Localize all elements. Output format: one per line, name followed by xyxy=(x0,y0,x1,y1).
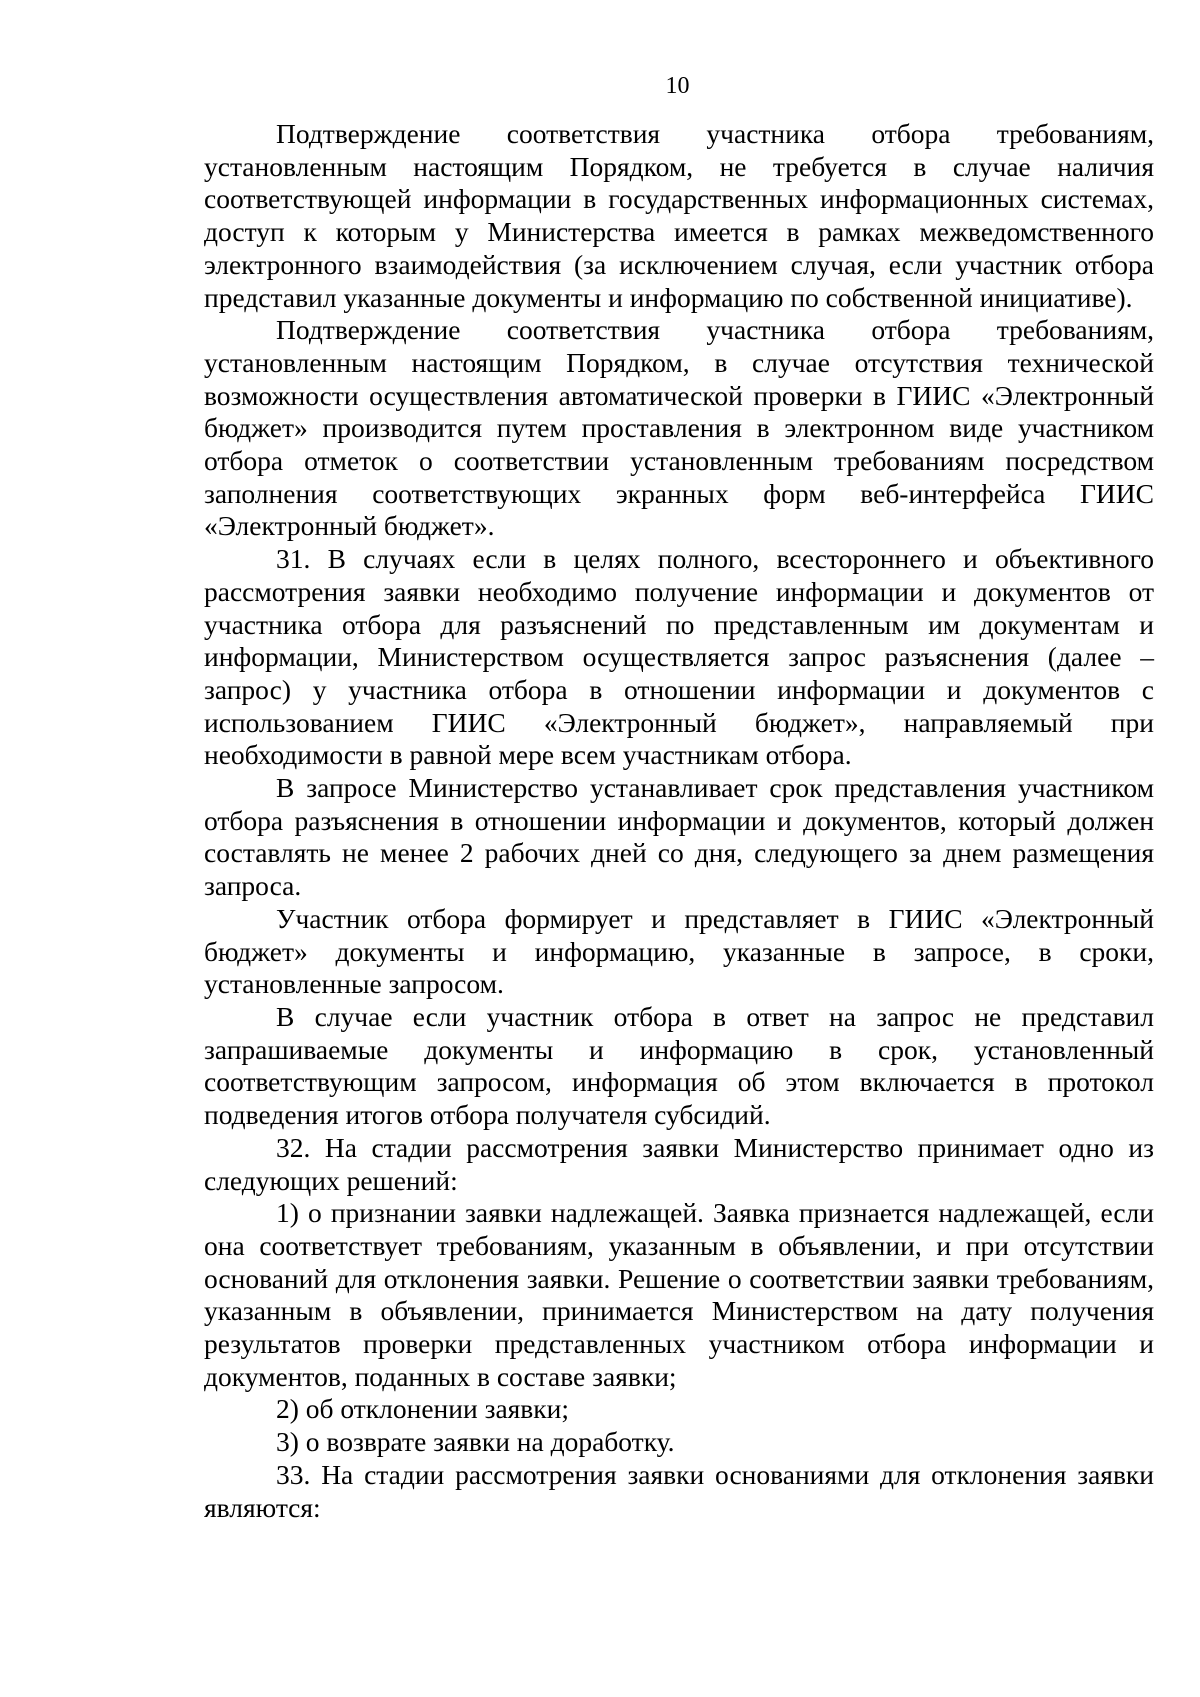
paragraph: 33. На стадии рассмотрения заявки основаниями для отклонения заявки являются: xyxy=(204,1458,1154,1523)
document-body xyxy=(204,118,1154,1524)
paragraph: 2) об отклонении заявки; xyxy=(276,1393,570,1425)
paragraph: В запросе Министерство устанавливает срок представления участником отбора разъяснения в отношении информации и документов, который должен составлять не менее 2 рабочих дней со дня, следующего за днем размещения запроса. xyxy=(204,772,1154,902)
paragraph: Подтверждение соответствия участника отбора требованиям, установленным настоящим Порядком, в случае отсутствия технической возможности осуществления автоматической проверки в ГИИС «Электронный бюджет» производится путем проставления в электронном виде участником отбора отметок о соответствии установленным требованиям посредством заполнения соответствующих экранных форм веб-интерфейса ГИИС «Электронный бюджет». xyxy=(204,314,1154,542)
paragraph: Участник отбора формирует и представляет в ГИИС «Электронный бюджет» документы и информацию, указанные в запросе, в сроки, установленные запросом. xyxy=(204,902,1154,1000)
paragraph: 32. На стадии рассмотрения заявки Министерство принимает одно из следующих решений: xyxy=(204,1131,1154,1196)
paragraph: Подтверждение соответствия участника отбора требованиям, установленным настоящим Порядком, не требуется в случае наличия соответствующей информации в государственных информационных системах, доступ к которым у Министерства имеется в рамках межведомственного электронного взаимодействия (за исключением случая, если участник отбора представил указанные документы и информацию по собственной инициативе). xyxy=(204,118,1154,313)
paragraph: 3) о возврате заявки на доработку. xyxy=(276,1426,675,1458)
paragraph: В случае если участник отбора в ответ на запрос не представил запрашиваемые документы и информацию в срок, установленный соответствующим запросом, информация об этом включается в протокол подведения итогов отбора получателя субсидий. xyxy=(204,1000,1154,1131)
paragraph: 1) о признании заявки надлежащей. Заявка признается надлежащей, если она соответствует требованиям, указанным в объявлении, и при отсутствии оснований для отклонения заявки. Решение о соответствии заявки требованиям, указанным в объявлении, принимается Министерством на дату получения результатов проверки представленных участником отбора информации и документов, поданных в составе заявки; xyxy=(204,1197,1154,1392)
page-number: 10 xyxy=(665,73,690,99)
paragraph: 31. В случаях если в целях полного, всестороннего и объективного рассмотрения заявки необходимо получение информации и документов от участника отбора для разъяснений по представленным им документам и информации, Министерством осуществляется запрос разъяснения (далее – запрос) у участника отбора в отношении информации и документов с использованием ГИИС «Электронный бюджет», направляемый при необходимости в равной мере всем участникам отбора. xyxy=(204,543,1154,771)
